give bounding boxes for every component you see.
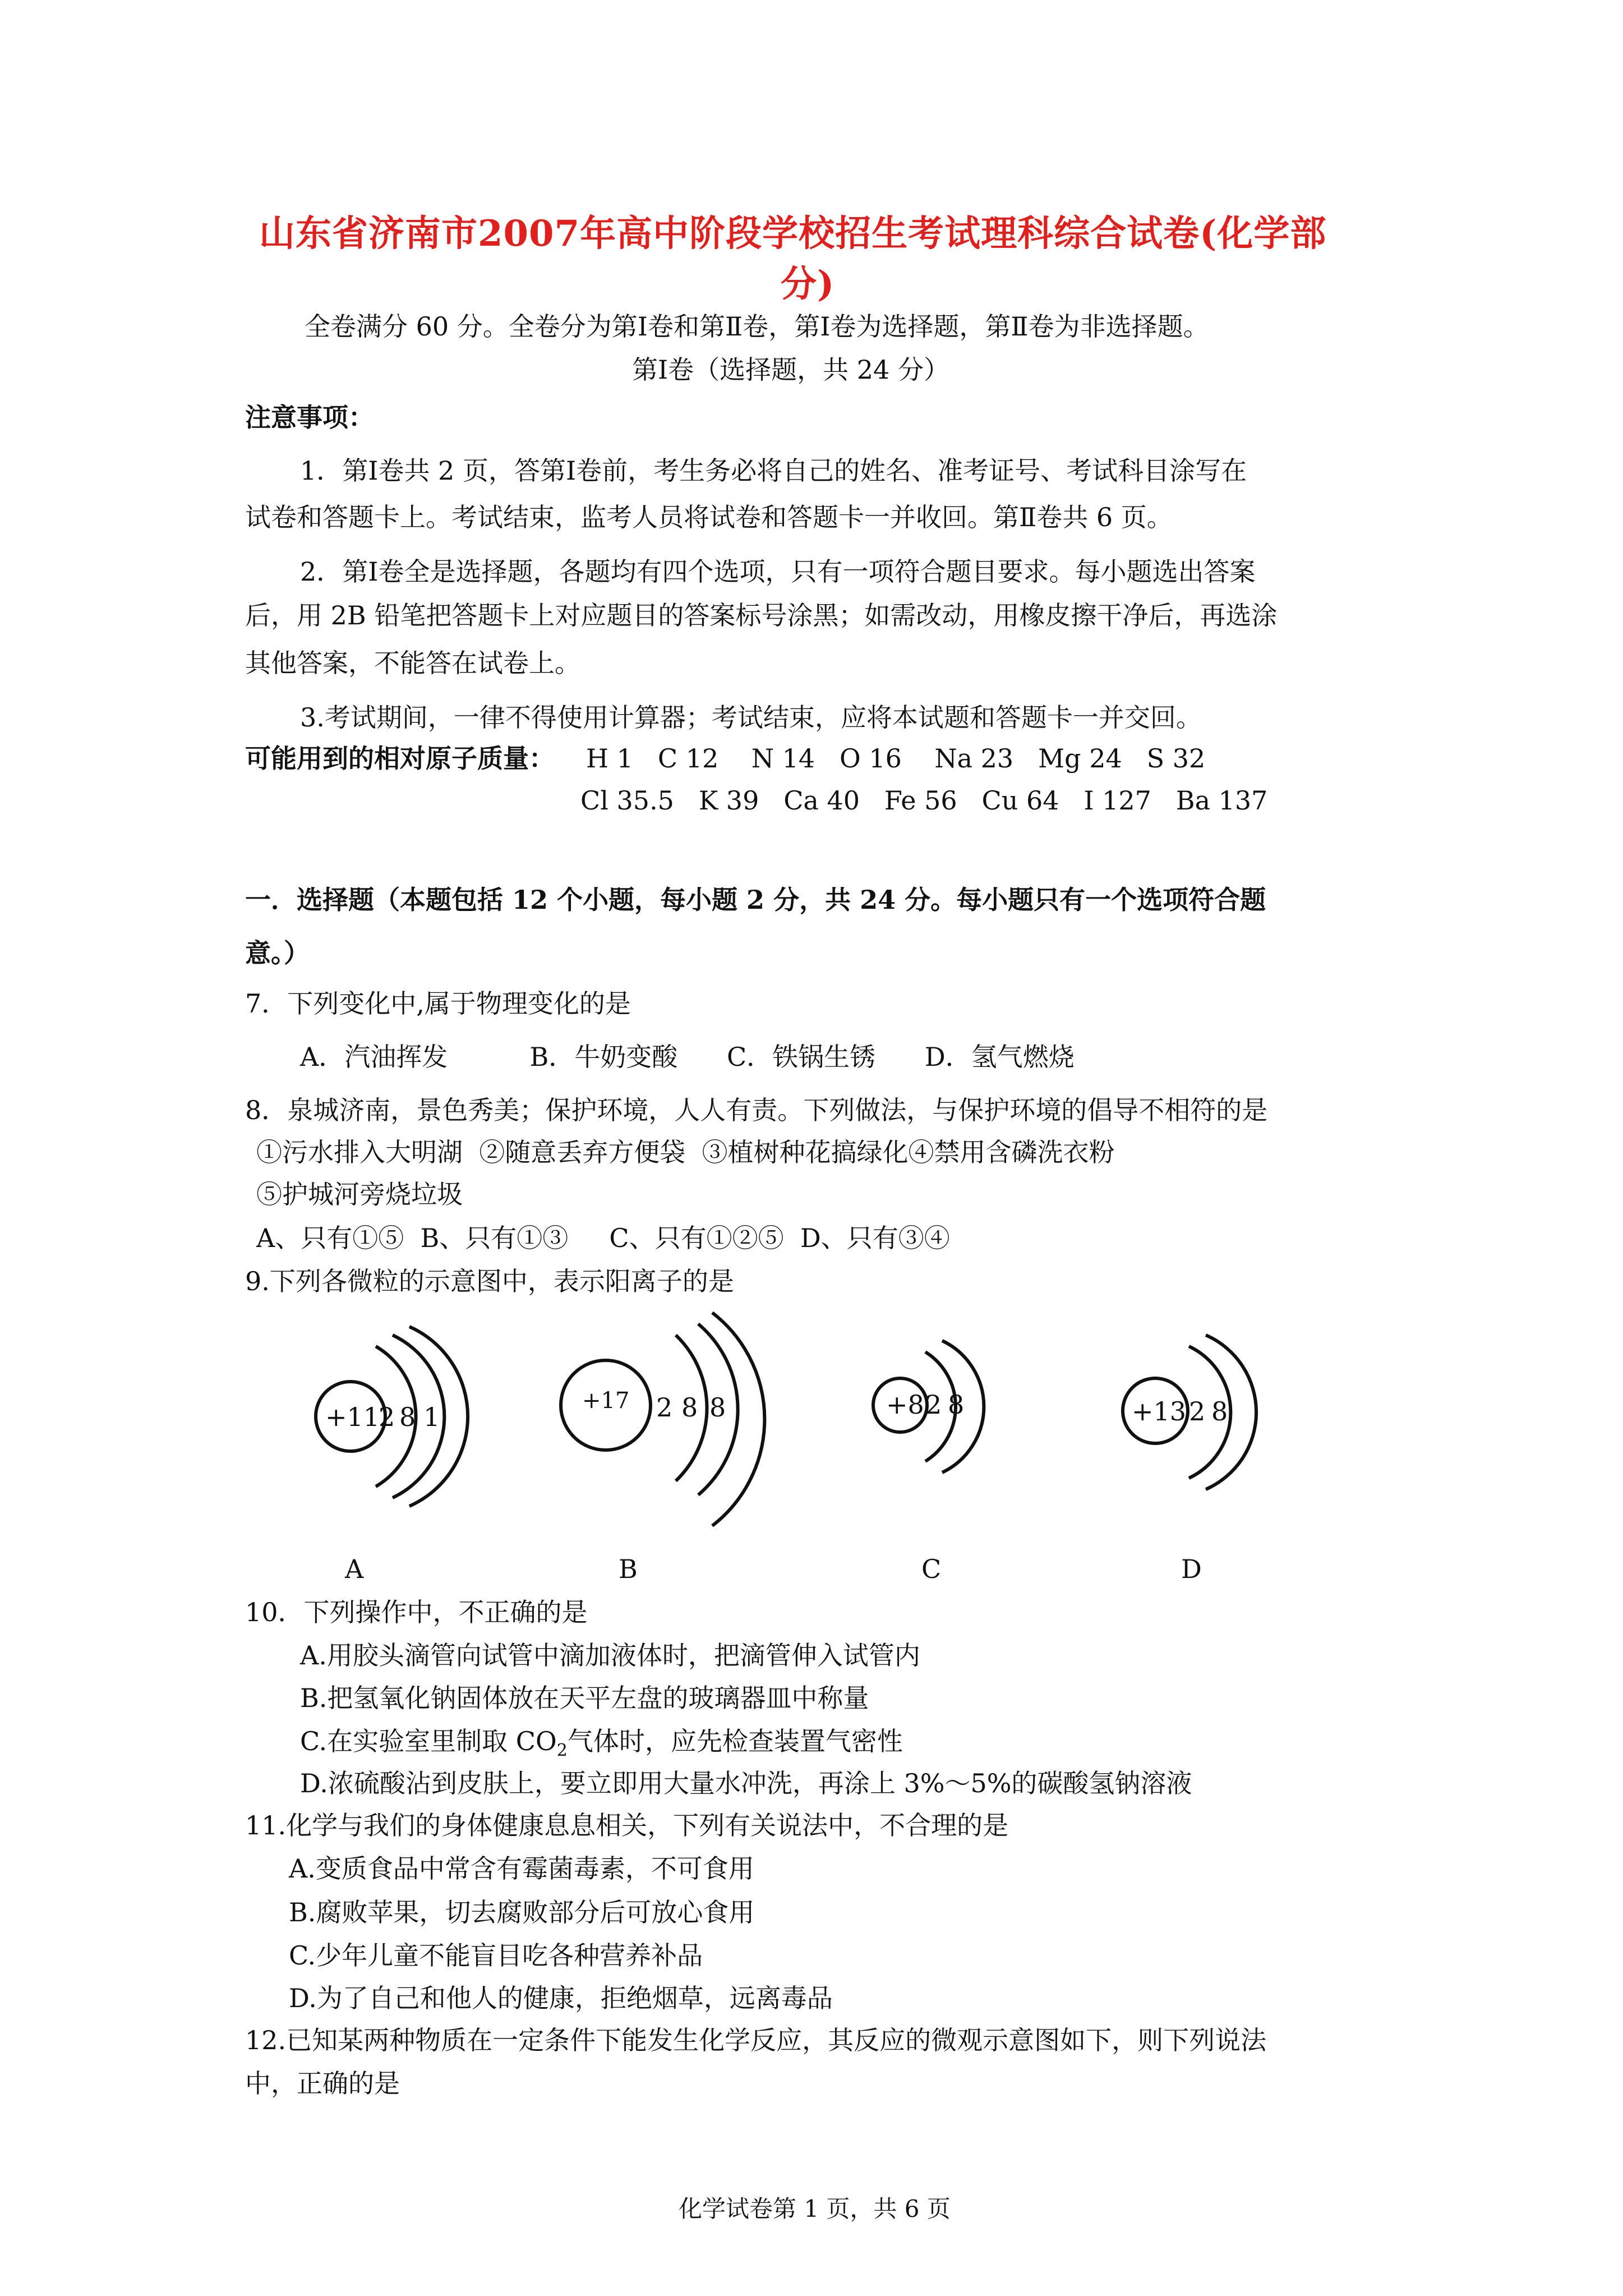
q8-options: A、只有①⑤ B、只有①③ C、只有①②⑤ D、只有③④ — [256, 1223, 950, 1253]
note-2-line-c: 其他答案，不能答在试卷上。 — [245, 648, 580, 678]
atom-d-shell-1: 2 — [1189, 1396, 1206, 1427]
atom-c-shell-1: 2 — [925, 1389, 942, 1420]
q10-option-c-sub: 2 — [556, 1741, 568, 1761]
page-title-line2: 分) — [781, 263, 835, 305]
intro-line2: 第Ⅰ卷（选择题，共 24 分） — [632, 355, 949, 385]
q11-option-a: A.变质食品中常含有霉菌毒素，不可食用 — [289, 1853, 754, 1884]
atom-diagrams — [280, 1301, 1290, 1571]
atom-c-nucleus: +8 — [886, 1389, 924, 1420]
q10-option-c-post: 气体时，应先检查装置气密性 — [567, 1726, 903, 1756]
q11-option-d: D.为了自己和他人的健康，拒绝烟草，远离毒品 — [289, 1983, 833, 2013]
q10-option-d: D.浓硫酸沾到皮肤上，要立即用大量水冲洗，再涂上 3%～5%的碳酸氢钠溶液 — [300, 1768, 1192, 1798]
note-2-line-a: 2．第Ⅰ卷全是选择题，各题均有四个选项，只有一项符合题目要求。每小题选出答案 — [300, 556, 1256, 587]
note-2-line-b: 后，用 2B 铅笔把答题卡上对应题目的答案标号涂黑；如需改动，用橡皮擦干净后，再选涂 — [245, 600, 1278, 631]
atomic-mass-line1: H 1 C 12 N 14 O 16 Na 23 Mg 24 S 32 — [586, 743, 1206, 774]
note-1-line-a: 1．第Ⅰ卷共 2 页，答第Ⅰ卷前，考生务必将自己的姓名、准考证号、考试科目涂写在 — [300, 455, 1247, 486]
note-3: 3.考试期间，一律不得使用计算器；考试结束，应将本试题和答题卡一并交回。 — [300, 702, 1202, 733]
q7-stem: 7．下列变化中,属于物理变化的是 — [245, 988, 631, 1019]
atom-a-nucleus: +11 — [325, 1402, 380, 1432]
q8-items-line2: ⑤护城河旁烧垃圾 — [256, 1179, 463, 1209]
page-footer: 化学试卷第 1 页，共 6 页 — [679, 2195, 951, 2223]
q9-stem: 9.下列各微粒的示意图中，表示阳离子的是 — [245, 1266, 734, 1296]
diagram-label-d: D — [1181, 1554, 1202, 1584]
q10-stem: 10．下列操作中，不正确的是 — [245, 1597, 588, 1627]
q8-stem: 8．泉城济南，景色秀美；保护环境，人人有责。下列做法，与保护环境的倡导不相符的是 — [245, 1095, 1268, 1125]
q11-option-c: C.少年儿童不能盲目吃各种营养补品 — [289, 1940, 703, 1971]
page-title-line1: 山东省济南市2007年高中阶段学校招生考试理科综合试卷(化学部 — [259, 213, 1327, 255]
atom-b-shell-3: 8 — [709, 1392, 726, 1423]
q11-stem: 11.化学与我们的身体健康息息相关，下列有关说法中，不合理的是 — [245, 1810, 1009, 1841]
section-heading-line1: 一．选择题（本题包括 12 个小题，每小题 2 分，共 24 分。每小题只有一个选项符合题 — [245, 885, 1266, 915]
atom-a-shell-3: 1 — [423, 1402, 440, 1432]
atom-a-shell-1: 2 — [379, 1402, 395, 1432]
diagram-label-c: C — [921, 1554, 942, 1584]
q10-option-c-pre: C.在实验室里制取 CO — [300, 1726, 557, 1756]
atom-d-nucleus: +13 — [1132, 1396, 1187, 1427]
q7-options: A．汽油挥发 B．牛奶变酸 C．铁锅生锈 D．氢气燃烧 — [300, 1042, 1075, 1072]
note-1-line-b: 试卷和答题卡上。考试结束，监考人员将试卷和答题卡一并收回。第Ⅱ卷共 6 页。 — [245, 502, 1173, 532]
q10-option-c — [300, 1725, 903, 1767]
diagram-label-b: B — [619, 1554, 638, 1584]
atom-b-nucleus: +17 — [582, 1388, 630, 1414]
diagram-label-a: A — [345, 1554, 364, 1584]
notes-heading: 注意事项： — [245, 402, 374, 432]
atom-c-shell-2: 8 — [948, 1389, 965, 1420]
atom-b-shell-1: 2 — [656, 1392, 673, 1423]
atom-b-shell-2: 8 — [681, 1392, 698, 1423]
atomic-mass-label: 可能用到的相对原子质量： — [245, 743, 555, 774]
q10-option-a: A.用胶头滴管向试管中滴加液体时，把滴管伸入试管内 — [300, 1640, 920, 1671]
q10-option-b: B.把氢氧化钠固体放在天平左盘的玻璃器皿中称量 — [300, 1683, 869, 1713]
q11-option-b: B.腐败苹果，切去腐败部分后可放心食用 — [289, 1897, 755, 1927]
atomic-mass-line2: Cl 35.5 K 39 Ca 40 Fe 56 Cu 64 I 127 Ba 137 — [580, 785, 1268, 816]
intro-line1: 全卷满分 60 分。全卷分为第Ⅰ卷和第Ⅱ卷，第Ⅰ卷为选择题，第Ⅱ卷为非选择题。 — [305, 311, 1209, 342]
section-heading-line2: 意。） — [245, 938, 310, 968]
q8-items-line1: ①污水排入大明湖 ②随意丢弃方便袋 ③植树种花搞绿化④禁用含磷洗衣粉 — [256, 1137, 1115, 1167]
atom-a-shell-2: 8 — [399, 1402, 416, 1432]
q12-line2: 中，正确的是 — [245, 2068, 400, 2099]
atom-d-shell-2: 8 — [1211, 1396, 1228, 1427]
q12-line1: 12.已知某两种物质在一定条件下能发生化学反应，其反应的微观示意图如下，则下列说法 — [245, 2025, 1267, 2055]
